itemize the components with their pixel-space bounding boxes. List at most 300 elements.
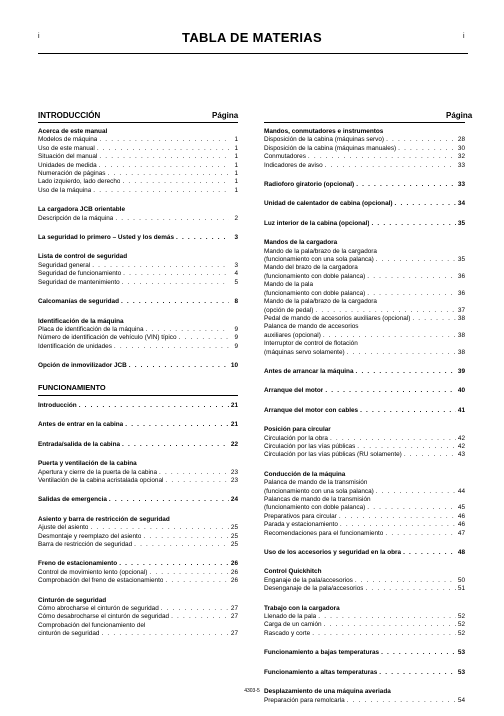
- toc-section-heading: Asiento y barra de restricción de seguridad: [38, 515, 170, 523]
- toc-entry-text: Salidas de emergencia: [38, 496, 107, 504]
- dot-leader: [363, 585, 456, 593]
- toc-entry[interactable]: [264, 577, 465, 585]
- toc-page-number: 4: [234, 270, 238, 278]
- dot-leader: [374, 256, 456, 264]
- toc-entry-text: Comprobación del freno de estacionamiento: [38, 577, 164, 585]
- dot-leader: [132, 541, 229, 549]
- dot-leader: [313, 307, 456, 315]
- toc-section-entry[interactable]: [264, 387, 465, 395]
- toc-page-number: 30: [457, 144, 465, 152]
- toc-entry-text: Funcionamiento a altas temperaturas: [264, 668, 378, 676]
- toc-page-number: 24: [230, 496, 238, 504]
- toc-left-column: [38, 128, 238, 639]
- toc-page-number: 9: [234, 325, 238, 333]
- toc-section-heading: Posición para circular: [264, 426, 331, 434]
- toc-section: [38, 206, 238, 223]
- toc-section-entry[interactable]: [264, 549, 465, 557]
- toc-section: [38, 516, 238, 550]
- dot-leader: [345, 697, 456, 705]
- toc-entry[interactable]: [38, 215, 238, 223]
- dot-leader: [365, 290, 456, 298]
- toc-entry-text: Indicadores de aviso: [264, 161, 323, 169]
- toc-entry[interactable]: [38, 577, 238, 585]
- toc-entry-text: Apertura y cierre de la puerta de la cabina: [38, 468, 158, 476]
- funcionamiento-title: FUNCIONAMIENTO: [38, 382, 106, 392]
- toc-page-number: 26: [230, 568, 238, 576]
- toc-entry-text: Placa de identificación de la máquina: [38, 325, 144, 333]
- toc-entry-text: Uso de los accesorios y seguridad en la obra: [264, 549, 402, 557]
- dot-leader: [396, 145, 456, 153]
- toc-entry-text: Parada y estacionamiento: [264, 521, 338, 529]
- dot-leader: [393, 200, 456, 208]
- right-rule: [264, 122, 465, 123]
- toc-section: [38, 421, 238, 429]
- dot-leader: [384, 136, 456, 144]
- toc-page-number: 1: [234, 170, 238, 178]
- toc-page-number: 27: [230, 630, 238, 638]
- toc-entry[interactable]: [264, 621, 465, 629]
- toc-section-entry[interactable]: [264, 220, 465, 228]
- toc-entry[interactable]: [38, 262, 238, 270]
- dot-leader: [120, 441, 229, 449]
- toc-section: [38, 496, 238, 504]
- toc-section-heading: Trabajo con la cargadora: [264, 604, 340, 612]
- dot-leader: [338, 521, 456, 529]
- toc-page-number: 26: [230, 560, 238, 568]
- toc-page-number: 53: [457, 668, 465, 676]
- toc-entry-text: Palancas de mando de la transmisión: [264, 496, 371, 503]
- toc-entry[interactable]: [264, 504, 465, 512]
- toc-entry[interactable]: [38, 524, 238, 532]
- dot-leader: [141, 533, 229, 541]
- dot-leader: [119, 298, 229, 306]
- dot-leader: [379, 649, 456, 657]
- toc-entry-text: Disposición de la cabina (máquinas manuales): [264, 144, 397, 152]
- toc-entry-text: Situación del manual: [38, 153, 98, 161]
- page-title: TABLA DE MATERIAS: [182, 30, 322, 45]
- toc-section: [38, 560, 238, 585]
- toc-page-number: 46: [457, 512, 465, 520]
- toc-page-number: 52: [457, 613, 465, 621]
- toc-page-number: 26: [230, 577, 238, 585]
- dot-leader: [127, 362, 229, 370]
- toc-entry[interactable]: [38, 477, 238, 485]
- dot-leader: [358, 407, 456, 415]
- toc-page-number: 44: [457, 487, 465, 495]
- toc-section-entry[interactable]: [264, 200, 465, 208]
- toc-entry[interactable]: [38, 170, 238, 178]
- toc-section-entry[interactable]: [264, 181, 465, 189]
- toc-section: [264, 426, 465, 460]
- toc-entry[interactable]: [264, 323, 465, 331]
- toc-right-column: [264, 128, 465, 705]
- toc-entry-text: Mando de la pala/brazo de la cargadora: [264, 247, 377, 255]
- toc-entry[interactable]: [264, 530, 465, 538]
- dot-leader: [91, 187, 229, 195]
- toc-page-number: 52: [457, 621, 465, 629]
- toc-entry-text: cinturón de seguridad: [38, 630, 100, 638]
- toc-entry[interactable]: [264, 264, 465, 272]
- toc-entry[interactable]: [264, 162, 465, 170]
- toc-entry[interactable]: [264, 273, 465, 281]
- toc-page-number: 21: [230, 401, 238, 409]
- toc-section-entry[interactable]: [264, 669, 465, 677]
- toc-entry[interactable]: [264, 307, 465, 315]
- toc-page-number: 41: [457, 406, 465, 414]
- toc-entry-text: Seguridad de funcionamiento: [38, 270, 122, 278]
- dot-leader: [345, 349, 456, 357]
- toc-entry[interactable]: [264, 290, 465, 298]
- toc-page-number: 9: [234, 342, 238, 350]
- toc-page-number: 40: [457, 387, 465, 395]
- dot-leader: [365, 273, 456, 281]
- toc-entry[interactable]: [264, 451, 465, 459]
- toc-section-entry[interactable]: [38, 362, 238, 370]
- toc-entry[interactable]: [38, 605, 238, 613]
- toc-entry-text: Cómo abrocharse el cinturón de seguridad: [38, 605, 159, 613]
- dot-leader: [159, 605, 229, 613]
- toc-page-number: 42: [457, 442, 465, 450]
- toc-entry-text: (funcionamiento con doble palanca): [264, 272, 366, 280]
- toc-entry-text: Introducción: [38, 401, 77, 409]
- toc-section: [38, 441, 238, 449]
- toc-section: [264, 239, 465, 357]
- toc-section: [38, 298, 238, 306]
- toc-entry-text: Luz interior de la cabina (opcional): [264, 219, 370, 227]
- toc-page-number: 25: [230, 532, 238, 540]
- toc-entry-text: Mando de la pala: [264, 281, 314, 289]
- toc-entry[interactable]: [38, 541, 238, 549]
- toc-section-heading: Conducción de la máquina: [264, 470, 346, 478]
- dot-leader: [121, 270, 229, 278]
- dot-leader: [97, 162, 229, 170]
- dot-leader: [120, 279, 229, 287]
- toc-entry-text: Número de identificación de vehículo (VIN) típico: [38, 334, 177, 342]
- toc-page-number: 8: [234, 298, 238, 306]
- toc-entry-text: Radioforo giratorio (opcional): [264, 181, 355, 189]
- toc-page-number: 35: [457, 219, 465, 227]
- toc-section: [264, 220, 465, 228]
- dot-leader: [353, 577, 456, 585]
- toc-entry[interactable]: [264, 697, 465, 705]
- toc-page-number: 38: [457, 348, 465, 356]
- toc-section: [38, 253, 238, 287]
- toc-section: [38, 460, 238, 485]
- toc-entry[interactable]: [38, 533, 238, 541]
- toc-entry-text: Antes de arrancar la máquina: [264, 367, 354, 375]
- dot-leader: [123, 421, 229, 429]
- toc-page-number: 27: [230, 613, 238, 621]
- toc-section: [38, 318, 238, 352]
- dot-leader: [321, 332, 456, 340]
- toc-page-number: 50: [457, 576, 465, 584]
- toc-entry-text: Desenganaje de la pala/accesorios: [264, 585, 364, 593]
- toc-entry-text: (funcionamiento con una sola palanca): [264, 256, 374, 264]
- toc-entry-text: Ajuste del asiento: [38, 524, 89, 532]
- toc-section-entry[interactable]: [38, 402, 238, 410]
- toc-entry[interactable]: [264, 513, 465, 521]
- toc-entry-text: Antes de entrar en la cabina: [38, 421, 124, 429]
- toc-page-number: 33: [457, 161, 465, 169]
- toc-section: [264, 649, 465, 657]
- toc-page-number: 38: [457, 331, 465, 339]
- toc-page-number: 46: [457, 521, 465, 529]
- toc-entry-text: Descripción de la máquina: [38, 214, 114, 222]
- toc-page-number: 33: [457, 181, 465, 189]
- toc-entry-text: Seguridad general: [38, 261, 91, 269]
- toc-entry-text: Disposición de la cabina (máquinas servo): [264, 136, 385, 144]
- toc-entry-text: Palanca de mando de accesorios: [264, 323, 359, 331]
- toc-section-entry[interactable]: [38, 496, 238, 504]
- toc-section: [264, 368, 465, 376]
- toc-page-number: 39: [457, 367, 465, 375]
- toc-entry-text: Llenado de la pala: [264, 613, 317, 621]
- dot-leader: [410, 315, 456, 323]
- toc-entry[interactable]: [38, 136, 238, 144]
- toc-page-number: 22: [230, 440, 238, 448]
- toc-page-number: 34: [457, 200, 465, 208]
- toc-entry[interactable]: [264, 281, 465, 289]
- toc-entry[interactable]: [264, 332, 465, 340]
- toc-entry-text: (máquinas servo solamente): [264, 348, 345, 356]
- dot-leader: [113, 215, 229, 223]
- toc-section-heading: Lista de control de seguridad: [38, 253, 128, 261]
- toc-section-heading: Mandos de la cargadora: [264, 239, 338, 247]
- dot-leader: [355, 443, 456, 451]
- dot-leader: [95, 145, 229, 153]
- left-rule: [38, 122, 238, 123]
- page-mark-left: i: [38, 33, 40, 40]
- toc-entry-text: auxiliares (opcional): [264, 331, 321, 339]
- dot-leader: [88, 524, 229, 532]
- toc-entry-text: Cómo desabrocharse el cinturón de seguridad: [38, 613, 170, 621]
- toc-section: [264, 407, 465, 415]
- dot-leader: [120, 178, 229, 186]
- toc-page-number: 3: [234, 261, 238, 269]
- toc-entry-text: Circulación por la obra: [264, 434, 328, 442]
- toc-entry-text: Recomendaciones para el funcionamiento: [264, 529, 384, 537]
- dot-leader: [77, 402, 229, 410]
- toc-entry-text: La seguridad lo primero – Usted y los demás: [38, 234, 175, 242]
- dot-leader: [174, 234, 229, 242]
- toc-page-number: 53: [457, 649, 465, 657]
- toc-section: [264, 471, 465, 538]
- toc-entry[interactable]: [264, 340, 465, 348]
- dot-leader: [99, 630, 229, 638]
- toc-page-number: 3: [234, 234, 238, 242]
- toc-entry[interactable]: [264, 585, 465, 593]
- toc-entry-text: Modelos de máquina: [38, 136, 98, 144]
- dot-leader: [177, 334, 229, 342]
- funcionamiento-rule: [38, 395, 238, 396]
- toc-entry-text: Uso de la máquina: [38, 186, 92, 194]
- toc-page-number: 25: [230, 541, 238, 548]
- toc-page-number: 23: [230, 476, 238, 484]
- toc-entry-text: Seguridad de mantenimiento: [38, 278, 120, 286]
- toc-entry-text: Enganaje de la pala/accesorios: [264, 576, 353, 584]
- toc-entry-text: (opción de pedal): [264, 306, 314, 314]
- toc-entry-text: Circulación por las vías públicas (RU solamente): [264, 451, 402, 459]
- dot-leader: [112, 343, 229, 351]
- toc-page-number: 5: [234, 278, 238, 286]
- toc-entry[interactable]: [38, 630, 238, 638]
- dot-leader: [323, 387, 456, 395]
- dot-leader: [377, 669, 456, 677]
- toc-section-entry[interactable]: [264, 368, 465, 376]
- toc-entry-text: Arranque del motor: [264, 387, 324, 395]
- toc-entry[interactable]: [264, 630, 465, 638]
- toc-page-number: 1: [234, 161, 238, 169]
- toc-entry[interactable]: [264, 248, 465, 256]
- toc-entry-text: Preparativos para circular: [264, 512, 337, 520]
- toc-entry[interactable]: [38, 153, 238, 161]
- toc-entry[interactable]: [264, 496, 465, 504]
- toc-entry-text: Circulación por las vías públicas: [264, 442, 356, 450]
- toc-page-number: 47: [457, 529, 465, 537]
- toc-entry[interactable]: [264, 145, 465, 153]
- toc-entry-text: Entrada/salida de la cabina: [38, 440, 121, 448]
- toc-page-number: 54: [457, 696, 465, 704]
- toc-page-number: 23: [230, 468, 238, 476]
- dot-leader: [374, 488, 456, 496]
- toc-section: [264, 181, 465, 189]
- toc-entry[interactable]: [38, 622, 238, 630]
- toc-section-entry[interactable]: [38, 421, 238, 429]
- toc-entry[interactable]: [264, 479, 465, 487]
- toc-entry-text: Identificación de unidades: [38, 342, 112, 350]
- toc-section: [264, 605, 465, 639]
- toc-page-number: 45: [457, 504, 465, 512]
- toc-entry-text: Unidad de calentador de cabina (opcional): [264, 200, 393, 208]
- toc-section-entry[interactable]: [38, 560, 238, 568]
- dot-leader: [147, 569, 229, 577]
- introduccion-title: INTRODUCCIÓN: [38, 111, 101, 120]
- toc-entry[interactable]: [38, 326, 238, 334]
- toc-page-number: 42: [457, 434, 465, 442]
- toc-entry[interactable]: [264, 488, 465, 496]
- toc-section: [264, 549, 465, 557]
- toc-page-number: 36: [457, 272, 465, 280]
- toc-entry-text: Carga de un camión: [264, 621, 322, 629]
- toc-entry[interactable]: [38, 569, 238, 577]
- toc-entry[interactable]: [38, 270, 238, 278]
- dot-leader: [401, 549, 456, 557]
- toc-section-heading: Desplazamiento de una máquina averiada: [264, 688, 391, 696]
- toc-section: [264, 568, 465, 593]
- dot-leader: [323, 162, 456, 170]
- toc-page-number: 43: [457, 451, 465, 459]
- toc-page-number: 52: [457, 629, 465, 637]
- toc-section: [38, 128, 238, 195]
- toc-section: [38, 234, 238, 242]
- toc-entry-text: Rascado y corte: [264, 629, 311, 637]
- toc-section: [264, 128, 465, 170]
- toc-entry-text: Numeración de páginas: [38, 170, 106, 178]
- dot-leader: [157, 469, 229, 477]
- toc-section-heading: Identificación de la máquina: [38, 317, 124, 325]
- dot-leader: [365, 504, 456, 512]
- toc-entry-text: Desmontaje y reemplazo del asiento: [38, 532, 142, 540]
- toc-section-entry[interactable]: [264, 407, 465, 415]
- toc-entry[interactable]: [38, 469, 238, 477]
- toc-entry[interactable]: [38, 178, 238, 186]
- dot-leader: [337, 513, 456, 521]
- dot-leader: [369, 220, 456, 228]
- toc-entry[interactable]: [264, 136, 465, 144]
- toc-entry-text: Mando del brazo de la cargadora: [264, 264, 358, 272]
- toc-entry[interactable]: [264, 315, 465, 323]
- toc-entry[interactable]: [264, 153, 465, 161]
- toc-section-heading: Acerca de este manual: [38, 128, 108, 135]
- toc-entry[interactable]: [264, 613, 465, 621]
- toc-page-number: 36: [457, 289, 465, 297]
- dot-leader: [306, 153, 456, 161]
- toc-section: [264, 669, 465, 677]
- dot-leader: [316, 613, 456, 621]
- toc-entry[interactable]: [264, 435, 465, 443]
- toc-entry[interactable]: [264, 256, 465, 264]
- toc-entry[interactable]: [38, 162, 238, 170]
- toc-entry[interactable]: [264, 349, 465, 357]
- dot-leader: [163, 577, 229, 585]
- toc-entry[interactable]: [38, 613, 238, 621]
- page-mark-right: i: [463, 33, 465, 40]
- toc-page-number: 48: [457, 549, 465, 557]
- toc-section-entry[interactable]: [38, 234, 238, 242]
- toc-entry[interactable]: [38, 343, 238, 351]
- dot-leader: [106, 170, 230, 178]
- dot-leader: [383, 530, 456, 538]
- toc-entry-text: Mando de la pala/brazo de la cargadora: [264, 298, 377, 306]
- toc-section: [38, 402, 238, 410]
- toc-entry-text: Preparación para remolcarla: [264, 696, 345, 704]
- toc-entry[interactable]: [264, 443, 465, 451]
- toc-section-heading: Puerta y ventilación de la cabina: [38, 460, 137, 468]
- toc-entry-text: (funcionamiento con doble palanca): [264, 504, 366, 512]
- dot-leader: [310, 630, 456, 638]
- toc-entry[interactable]: [38, 279, 238, 287]
- toc-entry[interactable]: [38, 145, 238, 153]
- toc-entry-text: Lado izquierdo, lado derecho: [38, 178, 121, 186]
- toc-entry-text: Control de movimiento lento (opcional): [38, 568, 148, 576]
- right-page-label: Página: [446, 111, 473, 120]
- dot-leader: [354, 368, 456, 376]
- toc-entry[interactable]: [38, 187, 238, 195]
- toc-entry[interactable]: [264, 298, 465, 306]
- toc-section-heading: Control Quickhitch: [264, 568, 322, 576]
- toc-section-entry[interactable]: [264, 649, 465, 657]
- toc-page-number: 1: [234, 153, 238, 161]
- toc-page-number: 37: [457, 306, 465, 314]
- toc-page-number: 21: [230, 421, 238, 429]
- toc-page-number: 38: [457, 314, 465, 322]
- toc-entry[interactable]: [38, 334, 238, 342]
- dot-leader: [322, 621, 456, 629]
- toc-section-entry[interactable]: [38, 441, 238, 449]
- toc-page-number: 1: [234, 136, 238, 144]
- dot-leader: [354, 181, 456, 189]
- toc-entry-text: Freno de estacionamiento: [38, 560, 118, 568]
- dot-leader: [163, 477, 229, 485]
- toc-page-number: 2: [234, 214, 238, 222]
- toc-entry-text: Comprobación del funcionamiento del: [38, 621, 146, 629]
- toc-page-number: 51: [457, 585, 465, 593]
- toc-page-number: 1: [234, 186, 238, 194]
- toc-entry[interactable]: [264, 521, 465, 529]
- dot-leader: [97, 136, 229, 144]
- toc-entry-text: Calcomanías de seguridad: [38, 298, 119, 306]
- toc-section-entry[interactable]: [38, 298, 238, 306]
